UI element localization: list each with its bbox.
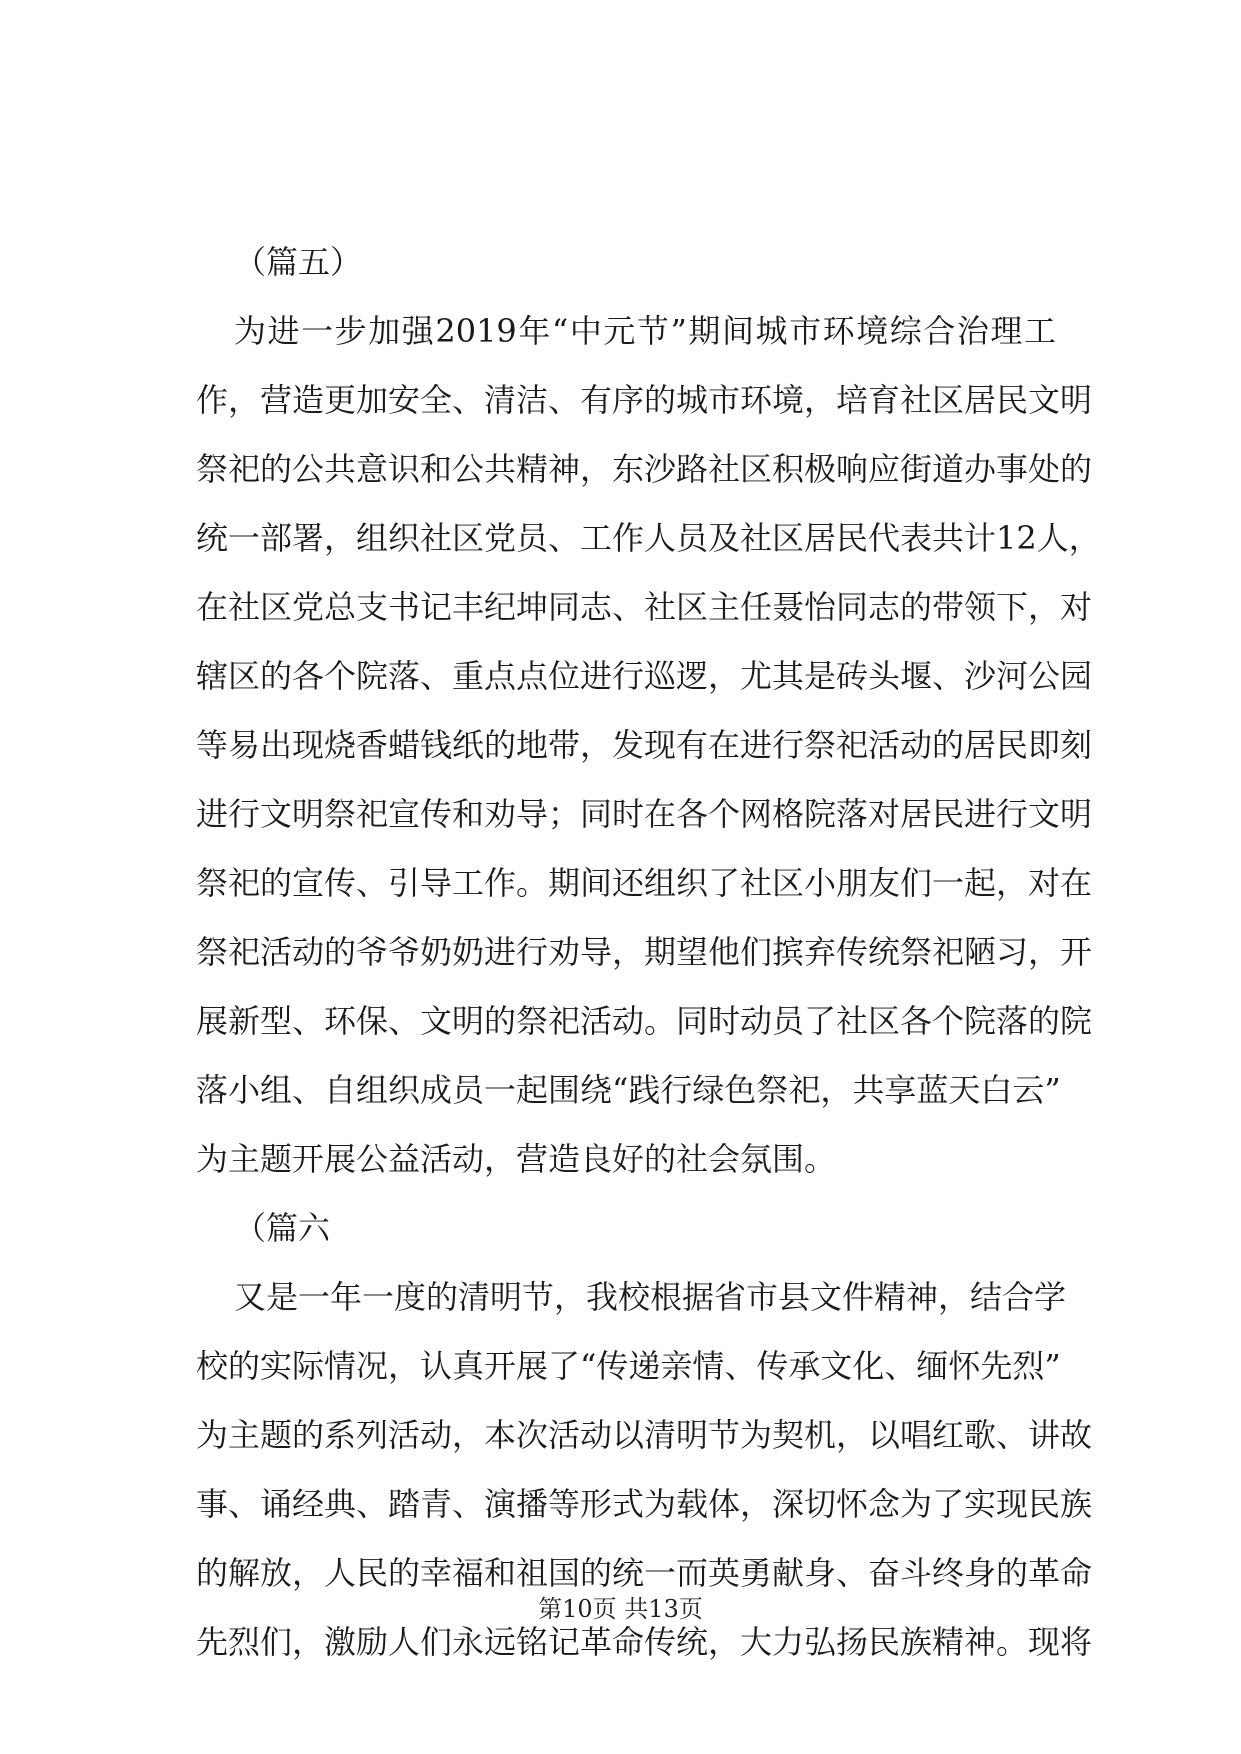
text-line: 祭祀的公共意识和公共精神，东沙路社区积极响应街道办事处的 [196,450,1093,488]
text-line: 落小组、自组织成员一起围绕“践行绿色祭祀，共享蓝天白云” [196,1071,1061,1109]
text-line: 辖区的各个院落、重点点位进行巡逻，尤其是砖头堰、沙河公园 [196,657,1093,695]
text-line: 先烈们，激励人们永远铭记革命传统，大力弘扬民族精神。现将 [196,1623,1093,1661]
text-line: 祭祀活动的爷爷奶奶进行劝导，期望他们摈弃传统祭祀陋习，开 [196,933,1093,971]
text-line: 进行文明祭祀宣传和劝导；同时在各个网格院落对居民进行文明 [196,795,1093,833]
text-line: 又是一年一度的清明节，我校根据省市县文件精神，结合学 [234,1278,1067,1316]
text-line: 展新型、环保、文明的祭祀活动。同时动员了社区各个院落的院 [196,1002,1093,1040]
text-line: 为主题开展公益活动，营造良好的社会氛围。 [196,1140,837,1178]
text-line: 等易出现烧香蜡钱纸的地带，发现有在进行祭祀活动的居民即刻 [196,726,1093,764]
section-heading: （篇六 [234,1209,331,1247]
text-line: 统一部署，组织社区党员、工作人员及社区居民代表共计12人， [196,519,1101,557]
text-line: 作，营造更加安全、清洁、有序的城市环境，培育社区居民文明 [196,381,1093,419]
text-line: 的解放，人民的幸福和祖国的统一而英勇献身、奋斗终身的革命 [196,1554,1093,1592]
text-line: 祭祀的宣传、引导工作。期间还组织了社区小朋友们一起，对在 [196,864,1093,902]
section-heading: （篇五） [234,243,363,281]
text-line: 校的实际情况，认真开展了“传递亲情、传承文化、缅怀先烈” [196,1347,1061,1385]
text-line: 事、诵经典、踏青、演播等形式为载体，深切怀念为了实现民族 [196,1485,1093,1523]
text-line: 为主题的系列活动，本次活动以清明节为契机，以唱红歌、讲故 [196,1416,1093,1454]
document-body [196,228,1101,1677]
text-line: 为进一步加强2019年“中元节”期间城市环境综合治理工 [234,312,1056,350]
text-line: 在社区党总支书记丰纪坤同志、社区主任聂怡同志的带领下，对 [196,588,1093,626]
page-number-footer: 第10页 共13页 [538,1595,703,1623]
